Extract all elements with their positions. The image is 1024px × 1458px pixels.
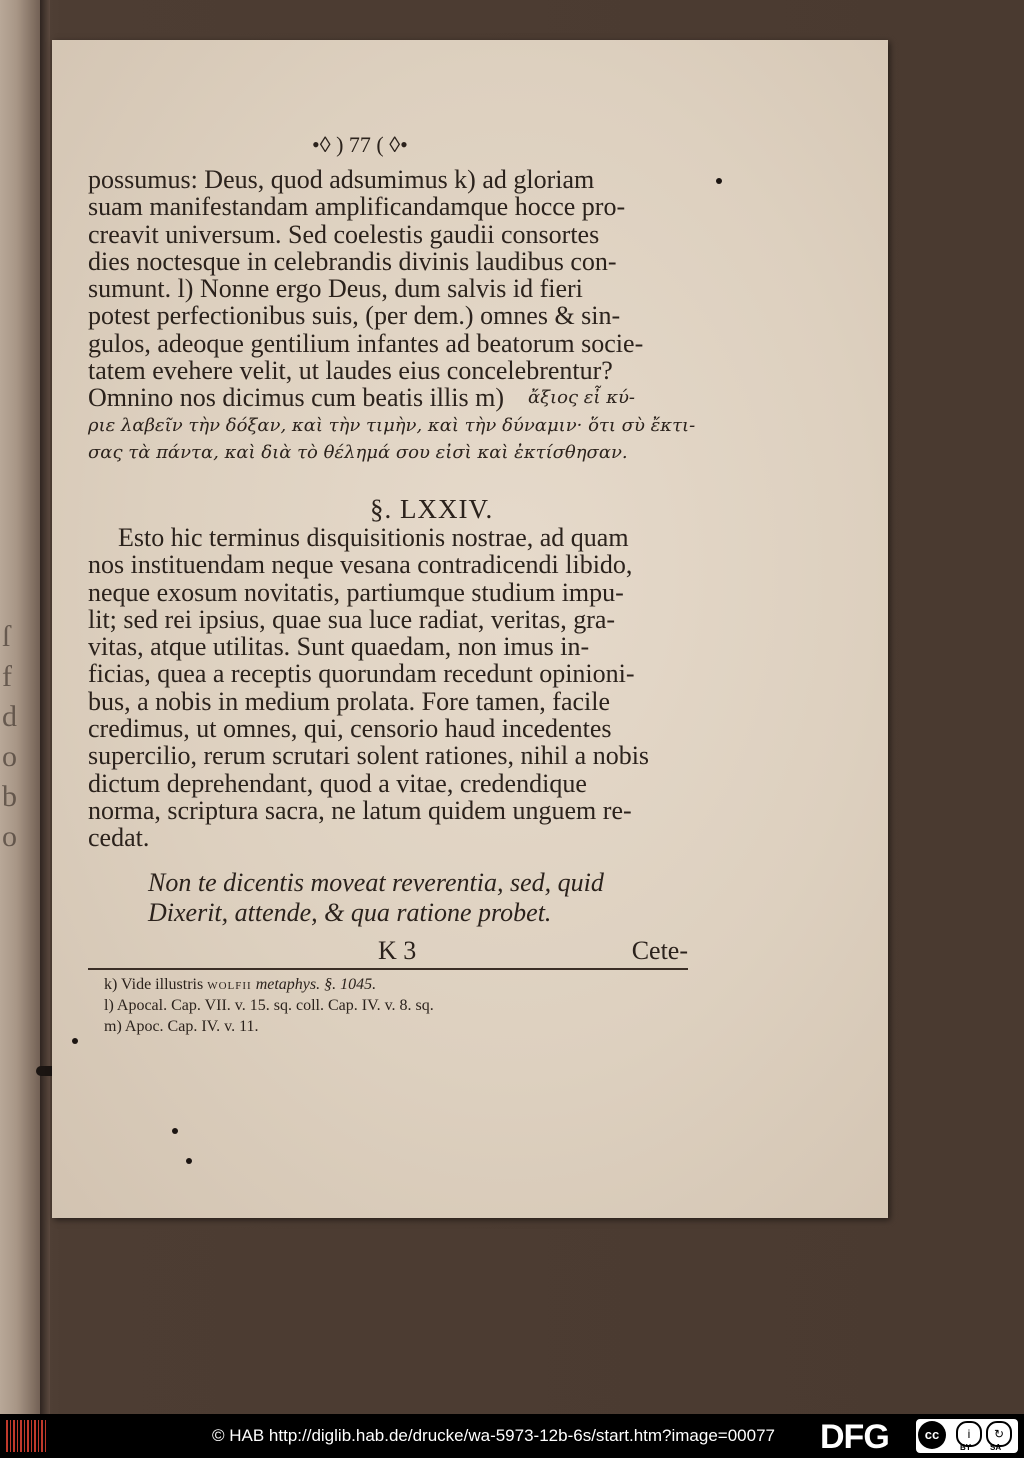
text-line: dictum deprehendant, quod a vitae, credendique [88,768,587,798]
text-line: lit; sed rei ipsius, quae sua luce radiat, veritas, gra- [88,604,616,634]
cc-license-badge[interactable] [916,1419,1018,1453]
ink-speck [72,1038,78,1044]
footnote-k: k) Vide illustris wolfii metaphys. §. 1045. [104,976,377,993]
motto-line: Dixerit, attende, & qua ratione probet. [148,898,552,927]
greek-line: ριε λαβεῖν τὴν δόξαν, καὶ τὴν τιμὴν, καὶ τὴν δύναμιν· ὅτι σὺ ἔκτι- [88,414,696,436]
paragraph-1 [88,165,696,466]
cc-icon: cc [918,1421,946,1449]
cc-by-label: BY [960,1443,972,1452]
text-line: nos instituendam neque vesana contradicendi libido, [88,550,633,580]
text-line: ficias, quea a receptis quorundam recedunt opinioni- [88,659,635,689]
footnotes [104,974,434,1037]
ink-speck [716,178,722,184]
text-line: credimus, ut omnes, qui, censorio haud incedentes [88,714,612,744]
footnote-l: l) Apocal. Cap. VII. v. 15. sq. coll. Cap. IV. v. 8. sq. [104,997,434,1014]
catchword: Cete- [631,936,688,965]
footnote-rule [88,968,688,970]
text-line: dies noctesque in celebrandis divinis laudibus con- [88,246,617,276]
ink-speck [172,1128,178,1134]
greek-quote-start: ἄξιος εἶ κύ- [527,387,636,409]
barcode-icon [6,1420,46,1452]
book-page [52,40,888,1218]
text-line [88,384,688,411]
paragraph-2 [88,524,688,852]
signature-mark: K 3 [378,936,417,965]
footer-bar [0,1414,1024,1458]
page-header: •◊ ) 77 ( ◊• [312,132,408,157]
text-line: cedat. [88,823,150,853]
text-line: suam manifestandam amplificandamque hocce pro- [88,192,626,222]
text-line: creavit universum. Sed coelestis gaudii consortes [88,219,600,249]
attribution-icon: i [956,1421,982,1447]
ink-speck [186,1158,192,1164]
motto-line: Non te dicentis moveat reverentia, sed, quid [148,868,604,897]
text-line: Esto hic terminus disquisitionis nostrae, ad quam [118,523,629,552]
text-line: supercilio, rerum scrutari solent rationes, nihil a nobis [88,741,650,771]
text-line: tatem evehere velit, ut laudes eius concelebrentur? [88,356,613,386]
text-line: possumus: Deus, quod adsumimus k) ad gloriam [88,165,595,194]
text-line: sumunt. l) Nonne ergo Deus, dum salvis id fieri [88,274,583,304]
section-title: §. LXXIV. [370,494,494,524]
text-line: gulos, adeoque gentilium infantes ad beatorum socie- [88,328,644,358]
text-line: vitas, atque utilitas. Sunt quaedam, non imus in- [88,632,590,662]
text-line: neque exosum novitatis, partiumque studium impu- [88,577,624,607]
dfg-logo: DFG [820,1418,889,1456]
footnote-m: m) Apoc. Cap. IV. v. 11. [104,1018,259,1035]
previous-page-edge: ſ f d o b o [0,0,42,1414]
greek-line: σας τὰ πάντα, καὶ διὰ τὸ θέλημά σου εἰσὶ καὶ ἐκτίσθησαν. [88,441,628,463]
share-alike-icon: ↻ [986,1421,1012,1447]
cc-sa-label: SA [990,1443,1002,1452]
book-spine [40,0,50,1414]
text-line: norma, scriptura sacra, ne latum quidem unguem re- [88,795,632,825]
motto [148,868,604,928]
source-link[interactable]: © HAB http://diglib.hab.de/drucke/wa-5973-12b-6s/start.htm?image=00077 [212,1426,775,1445]
text-line: potest perfectionibus suis, (per dem.) omnes & sin- [88,301,621,331]
text-segment: Omnino nos dicimus cum beatis illis m) [88,383,504,413]
text-line: bus, a nobis in medium prolata. Fore tamen, facile [88,686,611,716]
